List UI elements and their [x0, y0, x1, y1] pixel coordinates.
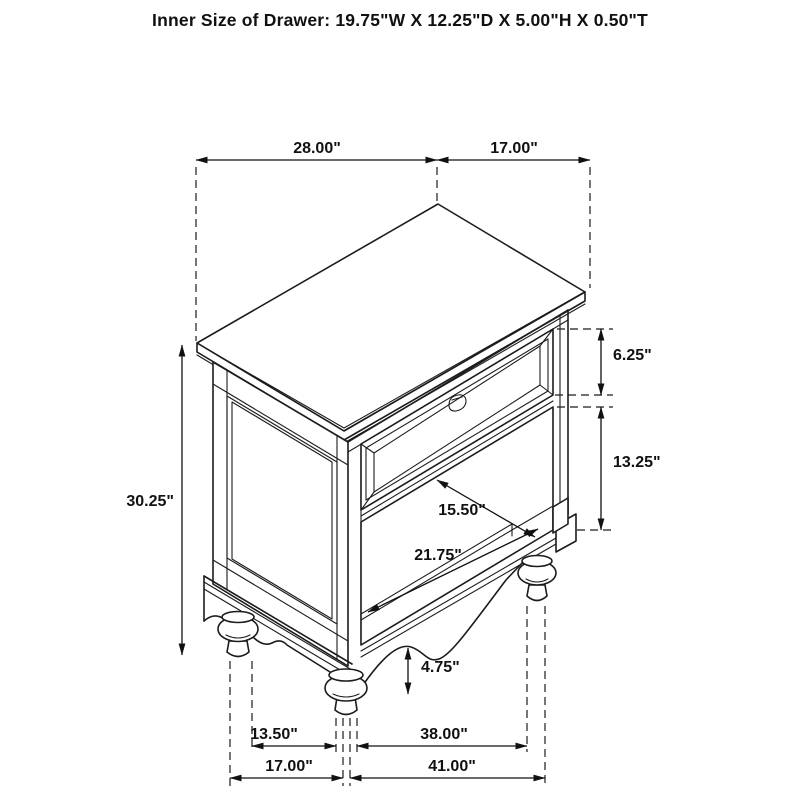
dim-overall-depth-bottom — [230, 758, 343, 778]
dim-top-width — [437, 140, 590, 160]
dim-feet-spacing-width — [357, 726, 527, 746]
dim-label-feet-spacing-front: 13.50" — [250, 726, 298, 743]
dim-label-opening-width: 21.75" — [414, 547, 462, 564]
front-foot — [325, 669, 367, 715]
dim-label-drawer-height: 6.25" — [613, 347, 652, 364]
dim-label-overall-height: 30.25" — [126, 493, 174, 510]
dim-label-overall-depth-bottom: 17.00" — [265, 758, 313, 775]
dim-label-overall-width-bottom: 41.00" — [428, 758, 476, 775]
dim-leg-height — [408, 648, 460, 694]
page-title: Inner Size of Drawer: 19.75"W X 12.25"D X 5.00"H X 0.50"T — [152, 10, 648, 30]
dim-label-top-width: 17.00" — [490, 140, 538, 157]
dim-overall-height — [126, 345, 182, 655]
left-foot — [218, 612, 258, 657]
dim-label-top-depth: 28.00" — [293, 140, 341, 157]
dim-top-depth — [196, 140, 437, 160]
dim-label-leg-height: 4.75" — [421, 659, 460, 676]
dim-overall-width-bottom — [350, 758, 545, 778]
dim-label-opening-height: 13.25" — [613, 454, 661, 471]
dim-label-feet-spacing-width: 38.00" — [420, 726, 468, 743]
dim-feet-spacing-front — [250, 726, 336, 746]
dim-label-opening-depth: 15.50" — [438, 502, 486, 519]
right-foot — [518, 556, 556, 601]
dim-opening-height — [601, 407, 661, 530]
dim-drawer-height — [601, 329, 652, 395]
